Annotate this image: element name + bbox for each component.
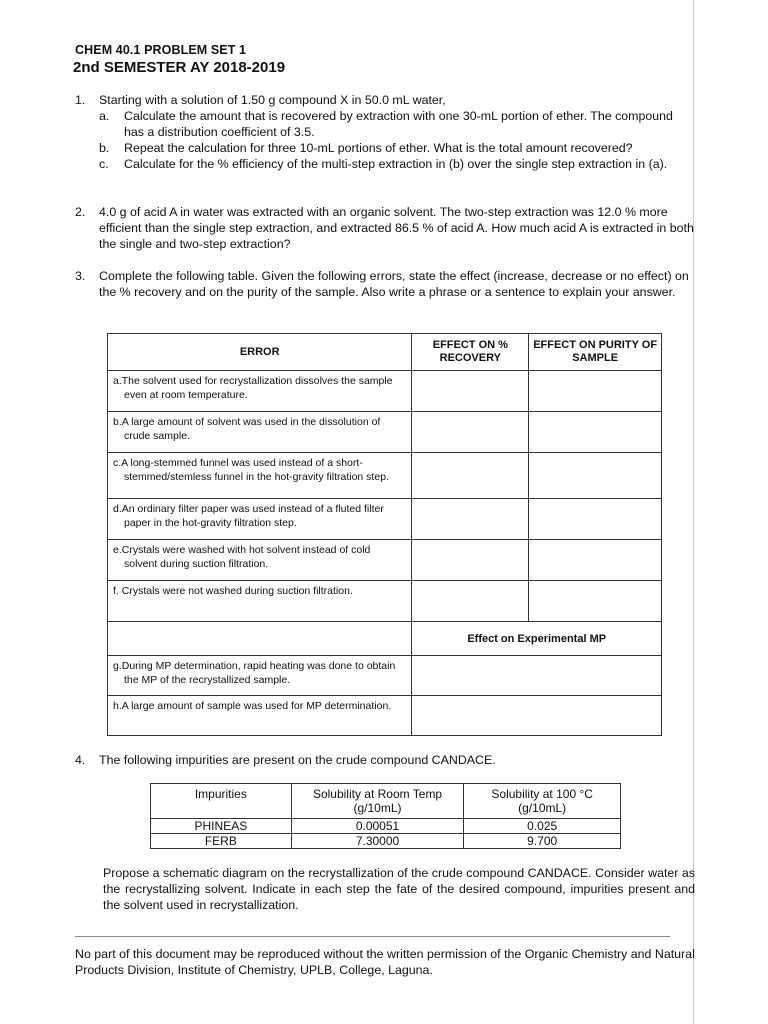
question-text: Complete the following table. Given the following errors, state the effect (increase, decrease or no effect) on the % recovery and on the purity of the sample. Also write a phrase or a sentence to explain your answer. xyxy=(99,269,689,299)
error-cell: d.An ordinary filter paper was used instead of a fluted filter paper in the hot-gravity filtration step. xyxy=(108,499,412,540)
item-text: Calculate the amount that is recovered by extraction with one 30-mL portion of ether. The compound has a distribution coefficient of 3.5. xyxy=(124,109,673,139)
table-row xyxy=(108,499,662,540)
item-letter: b. xyxy=(99,141,110,155)
answer-cell-recovery[interactable] xyxy=(412,540,529,581)
table-row xyxy=(151,819,621,834)
question-number: 2. xyxy=(75,205,86,219)
mp-effect-header: Effect on Experimental MP xyxy=(412,622,662,656)
error-cell: f. Crystals were not washed during suction filtration. xyxy=(108,581,412,622)
table-header-row xyxy=(108,334,662,371)
table-row xyxy=(108,540,662,581)
question-2 xyxy=(75,204,695,252)
empty-cell xyxy=(108,622,412,656)
mp-section-row xyxy=(108,622,662,656)
question-4 xyxy=(75,752,695,768)
answer-cell-purity[interactable] xyxy=(529,371,662,412)
error-cell: a.The solvent used for recrystallization dissolves the sample even at room temperature. xyxy=(108,371,412,412)
header-impurities: Impurities xyxy=(151,784,292,819)
course-title: CHEM 40.1 PROBLEM SET 1 xyxy=(75,43,247,57)
question-text: The following impurities are present on the crude compound CANDACE. xyxy=(99,753,496,767)
answer-cell-recovery[interactable] xyxy=(412,371,529,412)
table-row xyxy=(151,834,621,849)
table-row xyxy=(108,412,662,453)
answer-cell-purity[interactable] xyxy=(529,412,662,453)
answer-cell-purity[interactable] xyxy=(529,499,662,540)
question-number: 3. xyxy=(75,269,86,283)
question-1 xyxy=(75,92,695,172)
table-header-row xyxy=(151,784,621,819)
header-effect-recovery: EFFECT ON % RECOVERY xyxy=(412,334,529,371)
question-text: 4.0 g of acid A in water was extracted with an organic solvent. The two-step extraction was 12.0 % more efficient than the single step extraction, and extracted 86.5 % of acid A. How much acid A is extracted in both the single and two-step extraction? xyxy=(99,205,694,251)
impurity-name: FERB xyxy=(151,834,292,849)
question-3 xyxy=(75,268,695,300)
answer-cell-purity[interactable] xyxy=(529,581,662,622)
item-text: Repeat the calculation for three 10-mL portions of ether. What is the total amount recovered? xyxy=(124,141,633,155)
copyright-footer: No part of this document may be reproduced without the written permission of the Organic Chemistry and Natural Products Division, Institute of Chemistry, UPLB, College, Laguna. xyxy=(75,947,695,977)
table-row xyxy=(108,656,662,696)
header-solubility-room: Solubility at Room Temp (g/10mL) xyxy=(291,784,464,819)
header-effect-purity: EFFECT ON PURITY OF SAMPLE xyxy=(529,334,662,371)
table-row xyxy=(108,696,662,736)
solubility-room: 7.30000 xyxy=(291,834,464,849)
item-letter: c. xyxy=(99,157,109,171)
answer-cell-purity[interactable] xyxy=(529,540,662,581)
item-letter: a. xyxy=(99,109,110,123)
question-4-instructions: Propose a schematic diagram on the recrystallization of the crude compound CANDACE. Consider water as the recrystallizing solvent. Indicate in each step the fate of the desired compound, impurities present and the solvent used in recrystallization. xyxy=(103,866,695,912)
error-cell: h.A large amount of sample was used for MP determination. xyxy=(108,696,412,736)
table-row xyxy=(108,371,662,412)
answer-cell-mp[interactable] xyxy=(412,656,662,696)
question-text: Starting with a solution of 1.50 g compound X in 50.0 mL water, xyxy=(99,93,446,107)
item-text: Calculate for the % efficiency of the multi-step extraction in (b) over the single step extraction in (a). xyxy=(124,157,668,171)
solubility-100: 0.025 xyxy=(464,819,621,834)
table-row xyxy=(108,581,662,622)
question-number: 1. xyxy=(75,93,86,107)
error-cell: b.A large amount of solvent was used in the dissolution of crude sample. xyxy=(108,412,412,453)
solubility-room: 0.00051 xyxy=(291,819,464,834)
answer-cell-purity[interactable] xyxy=(529,453,662,499)
footer-divider xyxy=(75,936,670,937)
question-item xyxy=(99,108,695,140)
error-cell: e.Crystals were washed with hot solvent instead of cold solvent during suction filtration. xyxy=(108,540,412,581)
answer-cell-mp[interactable] xyxy=(412,696,662,736)
error-effect-table xyxy=(107,333,662,736)
question-item xyxy=(99,140,695,156)
header-solubility-100: Solubility at 100 °C (g/10mL) xyxy=(464,784,621,819)
solubility-100: 9.700 xyxy=(464,834,621,849)
impurity-name: PHINEAS xyxy=(151,819,292,834)
table-row xyxy=(108,453,662,499)
question-number: 4. xyxy=(75,753,86,767)
answer-cell-recovery[interactable] xyxy=(412,412,529,453)
impurities-table xyxy=(150,783,621,849)
answer-cell-recovery[interactable] xyxy=(412,453,529,499)
answer-cell-recovery[interactable] xyxy=(412,581,529,622)
semester-title: 2nd SEMESTER AY 2018-2019 xyxy=(73,59,286,76)
error-cell: c.A long-stemmed funnel was used instead of a short-stemmed/stemless funnel in the hot-gravity filtration step. xyxy=(108,453,412,499)
error-cell: g.During MP determination, rapid heating was done to obtain the MP of the recrystallized sample. xyxy=(108,656,412,696)
header-error: ERROR xyxy=(108,334,412,371)
question-item xyxy=(99,156,695,172)
answer-cell-recovery[interactable] xyxy=(412,499,529,540)
